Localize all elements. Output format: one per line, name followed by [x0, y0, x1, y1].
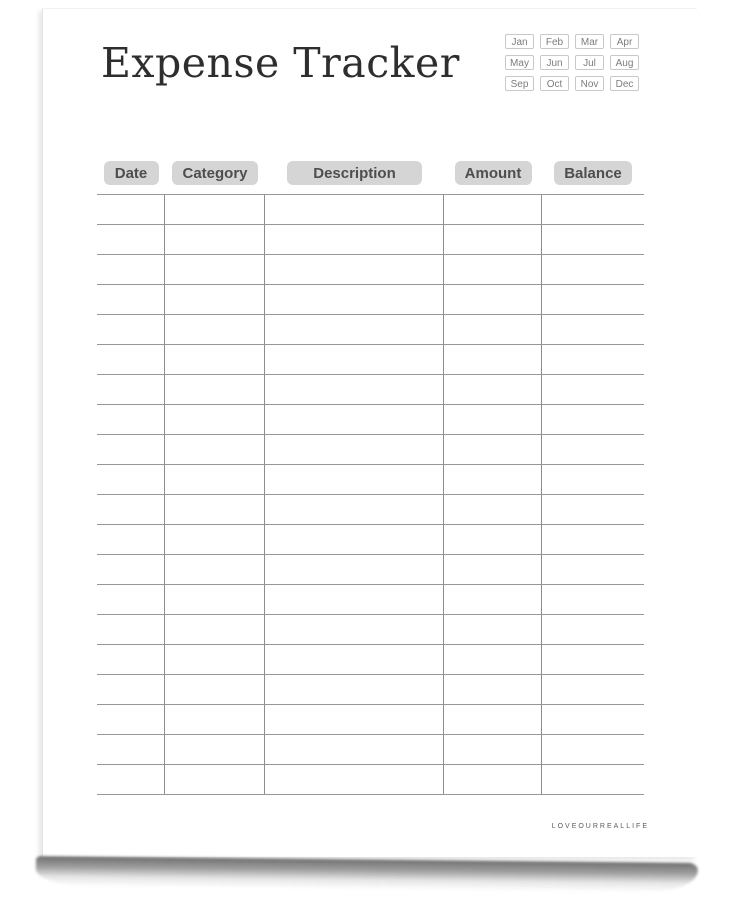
cell-date[interactable] [97, 375, 165, 404]
cell-balance[interactable] [542, 585, 644, 614]
cell-balance[interactable] [542, 675, 644, 704]
cell-date[interactable] [97, 255, 165, 284]
column-header-balance: Balance [554, 161, 632, 185]
cell-date[interactable] [97, 195, 165, 224]
cell-date[interactable] [97, 225, 165, 254]
month-jun[interactable]: Jun [540, 55, 569, 70]
cell-balance[interactable] [542, 225, 644, 254]
month-nov[interactable]: Nov [575, 76, 604, 91]
cell-description[interactable] [265, 405, 444, 434]
cell-amount[interactable] [444, 345, 542, 374]
cell-amount[interactable] [444, 285, 542, 314]
table-row [97, 404, 644, 434]
cell-description[interactable] [265, 345, 444, 374]
cell-balance[interactable] [542, 765, 644, 794]
table-row [97, 224, 644, 254]
cell-category[interactable] [165, 495, 265, 524]
cell-date[interactable] [97, 555, 165, 584]
month-sep[interactable]: Sep [505, 76, 534, 91]
cell-amount[interactable] [444, 255, 542, 284]
cell-balance[interactable] [542, 285, 644, 314]
month-feb[interactable]: Feb [540, 34, 569, 49]
cell-amount[interactable] [444, 675, 542, 704]
column-header-date: Date [104, 161, 159, 185]
cell-balance[interactable] [542, 255, 644, 284]
table-row [97, 344, 644, 374]
cell-amount[interactable] [444, 375, 542, 404]
cell-description[interactable] [265, 705, 444, 734]
months-grid [505, 34, 639, 91]
table-row [97, 704, 644, 734]
cell-description[interactable] [265, 525, 444, 554]
column-header-amount: Amount [455, 161, 532, 185]
cell-description[interactable] [265, 255, 444, 284]
cell-description[interactable] [265, 675, 444, 704]
table-row [97, 464, 644, 494]
expense-table [97, 194, 644, 795]
cell-balance[interactable] [542, 705, 644, 734]
cell-amount[interactable] [444, 465, 542, 494]
cell-balance[interactable] [542, 195, 644, 224]
cell-category[interactable] [165, 615, 265, 644]
header-cell-amount [444, 161, 542, 185]
table-row [97, 614, 644, 644]
table-row [97, 524, 644, 554]
table-header-row [97, 161, 644, 185]
cell-description[interactable] [265, 585, 444, 614]
cell-date[interactable] [97, 495, 165, 524]
cell-balance[interactable] [542, 435, 644, 464]
cell-date[interactable] [97, 675, 165, 704]
cell-amount[interactable] [444, 525, 542, 554]
cell-description[interactable] [265, 435, 444, 464]
table-row [97, 314, 644, 344]
watermark-text: LOVEOURREALLIFE [551, 823, 649, 830]
cell-category[interactable] [165, 465, 265, 494]
month-aug[interactable]: Aug [610, 55, 639, 70]
cell-balance[interactable] [542, 495, 644, 524]
cell-date[interactable] [97, 315, 165, 344]
cell-amount[interactable] [444, 645, 542, 674]
cell-balance[interactable] [542, 615, 644, 644]
cell-category[interactable] [165, 765, 265, 794]
cell-category[interactable] [165, 315, 265, 344]
cell-balance[interactable] [542, 645, 644, 674]
page-curl-shadow [36, 856, 698, 893]
cell-description[interactable] [265, 195, 444, 224]
cell-category[interactable] [165, 585, 265, 614]
cell-category[interactable] [165, 195, 265, 224]
cell-date[interactable] [97, 585, 165, 614]
cell-category[interactable] [165, 555, 265, 584]
page-title: Expense Tracker [101, 39, 460, 87]
table-row [97, 194, 644, 224]
cell-balance[interactable] [542, 345, 644, 374]
cell-balance[interactable] [542, 735, 644, 764]
cell-balance[interactable] [542, 465, 644, 494]
cell-description[interactable] [265, 495, 444, 524]
table-row [97, 374, 644, 404]
column-header-description: Description [287, 161, 422, 185]
cell-balance[interactable] [542, 315, 644, 344]
cell-balance[interactable] [542, 405, 644, 434]
cell-category[interactable] [165, 645, 265, 674]
cell-amount[interactable] [444, 555, 542, 584]
cell-description[interactable] [265, 615, 444, 644]
cell-amount[interactable] [444, 735, 542, 764]
cell-category[interactable] [165, 375, 265, 404]
cell-amount[interactable] [444, 765, 542, 794]
cell-amount[interactable] [444, 405, 542, 434]
cell-amount[interactable] [444, 195, 542, 224]
month-apr[interactable]: Apr [610, 34, 639, 49]
cell-date[interactable] [97, 525, 165, 554]
table-row [97, 734, 644, 764]
cell-description[interactable] [265, 555, 444, 584]
cell-description[interactable] [265, 225, 444, 254]
cell-description[interactable] [265, 285, 444, 314]
cell-date[interactable] [97, 435, 165, 464]
cell-category[interactable] [165, 345, 265, 374]
month-may[interactable]: May [505, 55, 534, 70]
cell-category[interactable] [165, 255, 265, 284]
table-row [97, 254, 644, 284]
cell-category[interactable] [165, 285, 265, 314]
cell-date[interactable] [97, 405, 165, 434]
header-cell-balance [542, 161, 644, 185]
cell-date[interactable] [97, 735, 165, 764]
month-dec[interactable]: Dec [610, 76, 639, 91]
header-cell-date [97, 161, 165, 185]
cell-balance[interactable] [542, 555, 644, 584]
cell-amount[interactable] [444, 615, 542, 644]
cell-description[interactable] [265, 315, 444, 344]
cell-category[interactable] [165, 705, 265, 734]
month-jul[interactable]: Jul [575, 55, 604, 70]
month-oct[interactable]: Oct [540, 76, 569, 91]
cell-date[interactable] [97, 645, 165, 674]
table-row [97, 644, 644, 674]
table-row [97, 554, 644, 584]
cell-category[interactable] [165, 675, 265, 704]
month-jan[interactable]: Jan [505, 34, 534, 49]
cell-amount[interactable] [444, 315, 542, 344]
cell-description[interactable] [265, 765, 444, 794]
cell-balance[interactable] [542, 525, 644, 554]
header-cell-category [165, 161, 265, 185]
cell-balance[interactable] [542, 375, 644, 404]
cell-date[interactable] [97, 345, 165, 374]
cell-amount[interactable] [444, 585, 542, 614]
table-row [97, 284, 644, 314]
cell-category[interactable] [165, 225, 265, 254]
cell-date[interactable] [97, 765, 165, 794]
column-header-category: Category [172, 161, 257, 185]
cell-category[interactable] [165, 525, 265, 554]
header-cell-description [265, 161, 444, 185]
cell-description[interactable] [265, 375, 444, 404]
month-mar[interactable]: Mar [575, 34, 604, 49]
cell-date[interactable] [97, 615, 165, 644]
cell-amount[interactable] [444, 705, 542, 734]
cell-amount[interactable] [444, 495, 542, 524]
table-row [97, 494, 644, 524]
cell-description[interactable] [265, 645, 444, 674]
paper-sheet [42, 8, 697, 857]
cell-date[interactable] [97, 465, 165, 494]
table-row [97, 764, 644, 794]
cell-amount[interactable] [444, 435, 542, 464]
cell-date[interactable] [97, 285, 165, 314]
table-row [97, 434, 644, 464]
cell-amount[interactable] [444, 225, 542, 254]
table-row [97, 674, 644, 704]
cell-category[interactable] [165, 435, 265, 464]
cell-date[interactable] [97, 705, 165, 734]
cell-description[interactable] [265, 465, 444, 494]
cell-category[interactable] [165, 405, 265, 434]
table-row [97, 584, 644, 614]
cell-category[interactable] [165, 735, 265, 764]
cell-description[interactable] [265, 735, 444, 764]
